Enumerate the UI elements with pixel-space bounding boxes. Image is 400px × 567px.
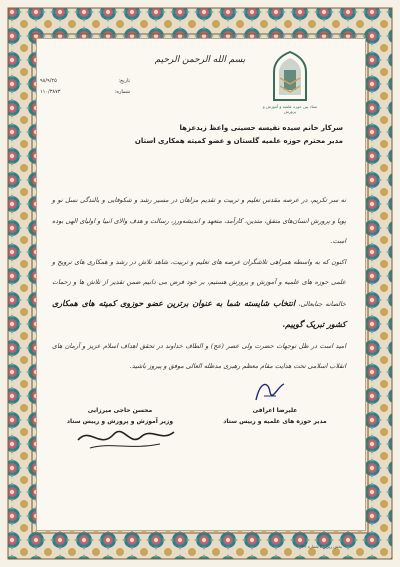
recipient-block: [60, 122, 343, 148]
signature-right-title: مدیر حوزه های علمیه و رییس ستاد: [223, 418, 327, 425]
body-paragraph-2: [52, 252, 346, 336]
signature-right: [210, 405, 340, 427]
recipient-name: سرکار خانم سیده نفیسه حسینی واعظ زیدعزها: [179, 124, 343, 132]
date-value: ۹۸/۹/۲۵: [40, 78, 57, 84]
body-paragraph-3: امید است در ظل توجهات حضرت ولی عصر (عج) و الطاف خداوند در تحقق اهداف اسلام عزیز و آرمان های انقلاب اسلامی تحت هدایت مقام معظم رهبری مدظله العالی موفق و پیروز باشید.: [52, 341, 346, 370]
body-paragraph-2-emphasis: انتخاب شایسته شما به عنوان برترین عضو حوزوی کمیته‌ های همکاری کشور تبریک گوییم.: [52, 297, 346, 329]
number-value: ۱۱۰/۳۸۷۳: [40, 89, 61, 95]
body-paragraph-2-text: اکنون که به‌ واسطه همراهی تلاشگران عرصه های تعلیم و تربیت، شاهد تلاش در رشد و همکاری های ترویج و علمی حوزه های علمیه و آموزش و پرورش هستیم، بر خود فرض می دانیم ضمن تقدیر از تلاش ها و زحمات خالصانه جنابعالی،: [52, 257, 346, 308]
footer-reference: بخش زیرین / شماره ۳۲۳: [300, 544, 343, 549]
number-row: [40, 87, 130, 98]
basmala-heading: بسم الله الرحمن الرحیم: [154, 55, 246, 65]
signature-right-name: علیرضا اعرافی: [252, 407, 298, 414]
signature-left-mark-icon: [70, 420, 180, 456]
recipient-title: مدیر محترم حوزه علمیه گلستان و عضو کمیته همکاری استان: [134, 137, 343, 145]
logo-caption: ستاد بین حوزه علمیه و آموزش و پرورش: [262, 104, 318, 114]
date-row: [40, 76, 130, 87]
seminary-logo-icon: [266, 48, 314, 108]
signature-left-title: وزیر آموزش و پرورش و رییس ستاد: [66, 418, 174, 425]
date-label: تاریخ:: [118, 78, 130, 84]
signature-left-name: محسن حاجی میرزایی: [87, 407, 153, 414]
number-label: شماره:: [114, 89, 130, 95]
letter-meta: [40, 76, 130, 98]
signature-right-mark-icon: [250, 378, 290, 406]
body-paragraph-1: نه‌ سر تکریم، در عرصه مقدس تعلیم و تربیت و تقدیم مزاهان در مسیر رشد و شکوفایی و بالندگی نسل نو و پویا و پرورش انسان‌های متفق، متدین، کارآمد، متعهد و اندیشه‌ورز، رسالت و هدف والای انبیا و اولیای الهی بوده است.: [52, 196, 346, 245]
letter-body: [52, 190, 346, 377]
